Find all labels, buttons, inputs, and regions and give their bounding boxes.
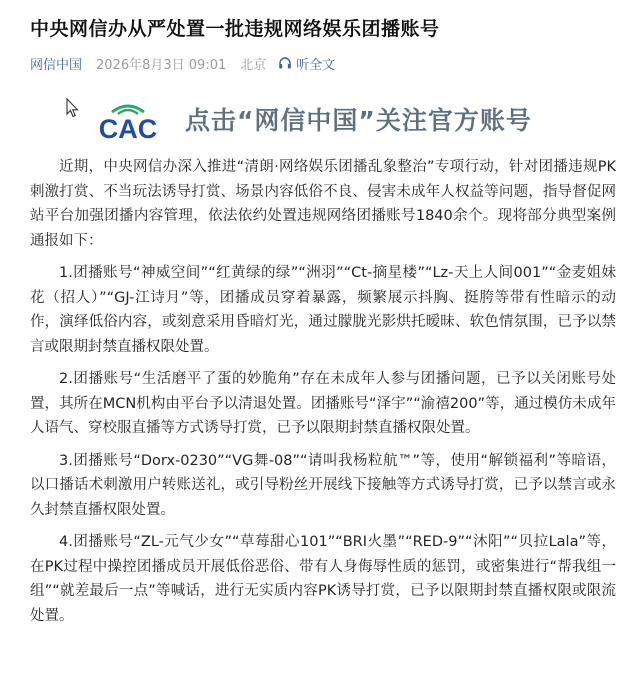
paragraph-case-4: 4.团播账号“ZL-元气少女”“草莓甜心101”“BRI火墨”“RED-9”“沐阳”“贝拉Lala”等，在PK过程中操控团播成员开展低俗恶俗、带有人身侮辱性质的惩罚，或密集进行“帮我组一组”“就差最后一点”等喊话，进行无实质内容PK诱导打赏，已予以限期封禁直播权限或限流处置。	[30, 534, 616, 624]
cac-logo-text: CAC	[98, 114, 158, 144]
location: 北京	[240, 57, 267, 73]
article-body	[30, 155, 616, 636]
paragraph-intro: 近期，中央网信办深入推进“清朗·网络娱乐团播乱象整治”专项行动，针对团播违规PK刺激打赏、不当玩法诱导打赏、场景内容低俗不良、侵害未成年人权益等问题，指导督促网站平台加强团播内容管理，依法依约处置违规网络团播账号1840余个。现将部分典型案例通报如下：	[30, 159, 616, 249]
paragraph-case-3: 3.团播账号“Dorx-0230”“VG舞-08”“请叫我杨粒航™”等，使用“解锁福利”等暗语，以口播话术刺激用户转账送礼，或引导粉丝开展线下接触等方式诱导打赏，已予以禁言或永久封禁直播权限处置。	[30, 452, 616, 518]
banner-text[interactable]: 点击“网信中国”关注官方账号	[185, 106, 532, 135]
publish-date: 2026年8月3日 09:01	[96, 57, 227, 73]
listen-label: 听全文	[296, 57, 336, 73]
cac-logo[interactable]	[88, 100, 168, 144]
mouse-cursor-icon	[66, 98, 80, 118]
page-title: 中央网信办从严处置一批违规网络娱乐团播账号	[30, 18, 440, 40]
headphones-icon	[278, 56, 292, 70]
paragraph-case-2: 2.团播账号“生活磨平了蛋的妙脆角”存在未成年人参与团播问题，已予以关闭账号处置，其所在MCN机构由平台予以清退处置。团播账号“泽宇”“渝禧200”等，通过模仿未成年人语气、穿校服直播等方式诱导打赏，已予以限期封禁直播权限处置。	[30, 371, 616, 436]
source-link[interactable]: 网信中国	[30, 57, 83, 73]
listen-button[interactable]	[278, 54, 335, 73]
article-meta	[30, 53, 335, 73]
paragraph-case-1: 1.团播账号“神威空间”“红黄绿的绿”“洲羽”“Ct-摘星楼”“Lz-天上人间001”“金麦姐妹花（招人）”“GJ-江诗月”等，团播成员穿着暴露，频繁展示抖胸、挺胯等带有性暗示的动作，演绎低俗内容，或刻意采用昏暗灯光，通过朦胧光影烘托暧昧、软色情氛围，已予以禁言或限期封禁直播权限处置。	[30, 265, 616, 355]
cac-logo-mark	[88, 100, 168, 144]
